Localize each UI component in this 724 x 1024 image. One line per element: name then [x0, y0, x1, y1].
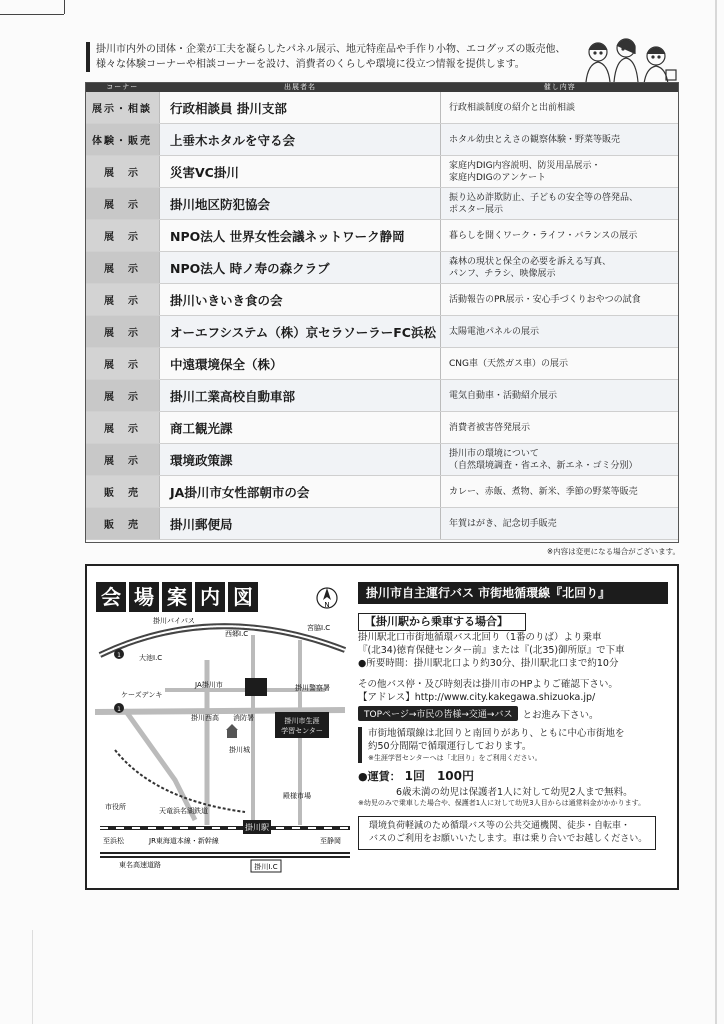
fare-detail: 6歳未満の幼児は保護者1人に対して幼児2人まで無料。: [396, 787, 633, 798]
bus-line-3: ●所要時間：掛川駅北口より約30分、掛川駅北口まで約10分: [358, 658, 619, 669]
row-category: 展 示: [85, 348, 160, 380]
row-exhibitor: 行政相談員 掛川支部: [160, 92, 441, 124]
to-hamamatsu-label: 至浜松: [103, 837, 124, 845]
venue-map: [95, 580, 353, 880]
row-content: [441, 252, 680, 284]
tomei-label: 東名高速道路: [119, 861, 161, 869]
web-path-pill: TOPページ→市民の皆様→交通→バス: [358, 706, 518, 721]
row-exhibitor: 掛川郵便局: [160, 508, 441, 540]
table-row: [85, 412, 679, 444]
row-content-line: ポスター展示: [449, 204, 504, 215]
row-exhibitor: 災害VC掛川: [160, 156, 441, 188]
children-illustration: [578, 36, 680, 84]
fare-value: 1回 100円: [404, 769, 475, 783]
north-label: N: [324, 601, 330, 609]
row-exhibitor: 掛川地区防犯協会: [160, 188, 441, 220]
fare-label: ●運賃：: [358, 770, 401, 783]
castle-label: 掛川城: [229, 746, 250, 754]
row-category: 販 売: [85, 508, 160, 540]
row-category: 展 示: [85, 412, 160, 444]
page-edge-shadow: [32, 930, 33, 1024]
city-hall-label: 市役所: [105, 803, 126, 811]
intro-line: 掛川市内外の団体・企業が工夫を凝らしたパネル展示、地元特産品や手作り小物、エコグッズの販売他、: [96, 44, 566, 55]
row-category: 展 示: [85, 444, 160, 476]
table-row: [85, 316, 679, 348]
row-content: [441, 476, 680, 508]
row-category: 販 売: [85, 476, 160, 508]
route1-mid-label: 1: [117, 706, 121, 713]
row-category: 展 示: [85, 316, 160, 348]
exhibitor-table: [85, 82, 679, 540]
row-category: 展示・相談: [85, 92, 160, 124]
map-title-char: 図: [228, 582, 258, 612]
row-exhibitor: 掛川いきいき食の会: [160, 284, 441, 316]
row-content-line: CNG車（天然ガス車）の展示: [449, 358, 568, 369]
fare-note: ※幼児のみで乗車した場合や、保護者1人に対して幼児3人目からは通常料金がかかります。: [358, 799, 646, 807]
row-content: [441, 412, 680, 444]
table-row: [85, 92, 679, 124]
table-row: [85, 508, 679, 540]
castle-icon: [226, 724, 238, 738]
row-content-line: 太陽電池パネルの展示: [449, 326, 540, 337]
row-content-line: 活動報告のPR展示・安心手づくりおやつの試食: [449, 294, 641, 305]
row-content: [441, 508, 680, 540]
loop-line-2: 約50分間隔で循環運行しております。: [368, 741, 532, 752]
venue-marker: [245, 678, 267, 696]
oike-ic-label: 大池I.C: [139, 654, 163, 662]
header-content: 催し内容: [441, 82, 680, 92]
loop-info: [358, 727, 668, 763]
row-content-line: 電気自動車・活動紹介展示: [449, 390, 558, 401]
row-exhibitor: 掛川工業高校自動車部: [160, 380, 441, 412]
row-content: [441, 380, 680, 412]
row-category: 体験・販売: [85, 124, 160, 156]
row-exhibitor: 環境政策課: [160, 444, 441, 476]
page-edge-mark: [0, 14, 64, 15]
row-exhibitor: オーエフシステム（株）京セラソーラーFC浜松: [160, 316, 441, 348]
nishigo-ic-label: 西郷I.C: [225, 630, 249, 638]
bus-title: 掛川市自主運行バス 市街地循環線『北回り』: [358, 582, 668, 604]
loop-note: ※生涯学習センターへは「北回り」をご利用ください。: [368, 754, 542, 762]
row-exhibitor: JA掛川市女性部朝市の会: [160, 476, 441, 508]
row-category: 展 示: [85, 220, 160, 252]
row-content: [441, 92, 680, 124]
bus-line-4: その他バス停・及び時刻表は掛川市のHPよりご確認下さい。: [358, 679, 618, 690]
table-row: [85, 252, 679, 284]
row-content-line: （自然環境調査・省エネ、新エネ・ゴミ分別）: [449, 460, 638, 471]
table-row: [85, 380, 679, 412]
row-content-line: 家庭内DIG内容説明、防災用品展示・: [449, 160, 601, 171]
row-content: [441, 348, 680, 380]
from-station-head: 【掛川駅から乗車する場合】: [358, 613, 526, 631]
bus-info: [358, 582, 668, 850]
map-title-char: 内: [195, 582, 225, 612]
row-content-line: 年賀はがき、記念切手販売: [449, 518, 557, 529]
change-note: ※内容は変更になる場合がございます。: [546, 547, 680, 556]
row-content-line: カレー、赤飯、煮物、新米、季節の野菜等販売: [449, 486, 638, 497]
row-content: [441, 220, 680, 252]
row-category: 展 示: [85, 252, 160, 284]
table-row: [85, 444, 679, 476]
bypass-label: 掛川バイパス: [153, 617, 195, 625]
row-content-line: 掛川市の環境について: [449, 448, 539, 459]
row-content: [441, 284, 680, 316]
table-row: [85, 220, 679, 252]
row-content-line: 振り込め詐欺防止、子どもの安全等の啓発品、: [449, 192, 639, 203]
fare: [358, 767, 668, 784]
row-content-line: 消費者被害啓発展示: [449, 422, 531, 433]
page-edge-mark: [64, 0, 65, 14]
bus-line-2: 『(北34)徳育保健センター前』または『(北35)御所原』で下車: [358, 645, 625, 656]
row-category: 展 示: [85, 156, 160, 188]
map-title-char: 場: [129, 582, 159, 612]
header-exhibitor: 出展者名: [160, 82, 441, 92]
kakegawa-ic-label: 掛川I.C: [254, 863, 278, 871]
table-row: [85, 156, 679, 188]
appeal-line: バスのご利用をお願いいたします。車は乗り合いでお越しください。: [369, 834, 648, 844]
web-path: [358, 706, 668, 721]
row-exhibitor: NPO法人 世界女性会議ネットワーク静岡: [160, 220, 441, 252]
appeal-line: 環境負荷軽減のため循環バス等の公共交通機関、徒歩・自転車・: [369, 821, 631, 831]
web-path-end: とお進み下さい。: [522, 709, 599, 721]
police-label: 掛川警察署: [295, 684, 330, 692]
header-category: コーナー: [85, 82, 160, 92]
row-exhibitor: NPO法人 時ノ寿の森クラブ: [160, 252, 441, 284]
row-content: [441, 124, 680, 156]
row-content-line: パンフ、チラシ、映像展示: [449, 268, 556, 279]
tomb-market-label: 殿様市場: [283, 792, 311, 800]
venue-label-1: 掛川市生涯: [284, 717, 320, 725]
table-row: [85, 348, 679, 380]
appeal-box: [358, 816, 656, 850]
tenhama-label: 天竜浜名湖鉄道: [159, 807, 208, 815]
to-shizuoka-label: 至静岡: [320, 837, 341, 845]
row-category: 展 示: [85, 380, 160, 412]
row-content-line: 家庭内DIGのアンケート: [449, 172, 547, 183]
map-title-char: 会: [96, 582, 126, 612]
map-title-char: 案: [162, 582, 192, 612]
route1-top-label: 1: [117, 652, 121, 659]
bus-address[interactable]: 【アドレス】http://www.city.kakegawa.shizuoka.jp/: [358, 692, 596, 703]
table-row: [85, 284, 679, 316]
bus-line-1: 掛川駅北口市街地循環バス北回り（1番のりば）より乗車: [358, 632, 602, 643]
row-content: [441, 444, 680, 476]
row-content: [441, 316, 680, 348]
intro-text: [86, 42, 596, 72]
row-exhibitor: 上垂木ホタルを守る会: [160, 124, 441, 156]
row-content: [441, 188, 680, 220]
row-content-line: 暮らしを開くワーク・ライフ・バランスの展示: [449, 230, 638, 241]
table-row: [85, 188, 679, 220]
table-row: [85, 124, 679, 156]
station-label: 掛川駅: [245, 823, 269, 832]
ksdenki-label: ケーズデンキ: [121, 691, 163, 699]
row-category: 展 示: [85, 284, 160, 316]
intro-line: 様々な体験コーナーや相談コーナーを設け、消費者のくらしや環境に役立つ情報を提供します。: [96, 59, 525, 70]
row-content-line: 森林の現状と保全の必要を訴える写真、: [449, 256, 612, 267]
table-body: [85, 92, 679, 540]
venue-label-2: 学習センター: [281, 727, 323, 735]
miyawaki-ic-label: 宮脇I.C: [307, 624, 331, 632]
row-exhibitor: 商工観光課: [160, 412, 441, 444]
jr-label: JR東海道本線・新幹線: [149, 837, 219, 845]
fire-label: 消防署: [233, 714, 254, 722]
north-arrow-icon: [317, 588, 337, 609]
row-exhibitor: 中遠環境保全（株）: [160, 348, 441, 380]
row-content-line: ホタル幼虫とえさの観察体験・野菜等販売: [449, 134, 621, 145]
page-edge-shadow: [715, 0, 717, 1024]
row-category: 展 示: [85, 188, 160, 220]
loop-line-1: 市街地循環線は北回りと南回りがあり、ともに中心市街地を: [368, 728, 625, 739]
table-row: [85, 476, 679, 508]
row-content-line: 行政相談制度の紹介と出前相談: [449, 102, 576, 113]
row-content: [441, 156, 680, 188]
nishi-high-label: 掛川西高: [191, 714, 219, 722]
ja-label: JA掛川市: [195, 681, 223, 689]
